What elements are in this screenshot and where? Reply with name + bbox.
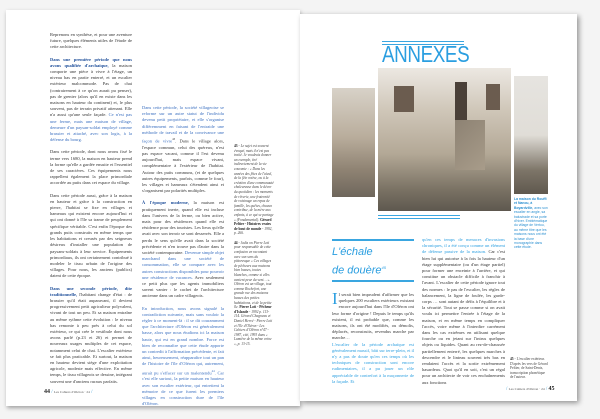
article-column-2 <box>422 237 505 386</box>
highlight-text: Ce n'est pas une ferme, mais une maison de village, demeure d'un paysan-soldat employé comme brassier et attaché, avec son logis, à la défense du bourg. <box>50 112 133 143</box>
photo-right[interactable] <box>514 76 548 194</box>
paragraph-lead: Dans une première période que nous avons qualifiée d'archaïque, <box>50 56 132 68</box>
section-title: ANNEXES <box>382 41 470 67</box>
paragraph-lead: À l'époque moderne, <box>142 200 189 206</box>
note-number: 43 <box>234 144 238 148</box>
highlight-text: L'escalier de la période archaïque est généralement massif, bâti sur terre-plein, et il n'y a pas de doute qu'en ces temps où les techniques de construction sont encore rudimentaires, il a pu jouer un rôle appréciable de contrefort à la maçonnerie de la façade. Et <box>332 341 414 384</box>
note-text: - 1992, p. 266. <box>234 226 273 236</box>
drop-cap: I <box>332 289 338 308</box>
page-number: 45 <box>548 386 555 392</box>
photo-rule <box>378 218 460 219</box>
highlight-text: qu'en ces temps de menaces d'invasions chroniques, il a été conçu comme un élément de défense passive de la maison. <box>422 237 505 255</box>
heading-rule <box>332 239 414 241</box>
page-number: 44 <box>44 389 50 395</box>
paragraph: . Dans le village alors, l'espace commun, celui des quéreux, n'est pas espace vacant, comme il l'est devenu aujourd'hui, mais espace vivant, complémentaire à l'extérieur de l'habitat. Autour des puits communs, (et de quelques autres équipements, parfois, comme le four), les villages et hameaux s'étendent ainsi et s'organisent par polarités multiples. <box>142 138 224 194</box>
note-text: - L'escalier extérieur. D'après les vers de Gérard Peltier, de Saint-Denis, transcription phonétique de l'auteur. <box>510 357 548 380</box>
page-footer: 44 / Les Cahiers d'Oléron · 24 / <box>44 389 93 395</box>
caption-bold: La maison du Rouffi et Nanou, à Boyardville, <box>514 197 547 210</box>
running-title: Les Cahiers d'Oléron · 24 <box>508 387 545 391</box>
note-text: - 1992 p. 113-114. Gérard Chagneau et Daniel Hervé - Pierre Loti et l'île d'Oléron - Les Cahiers d'Oléron n°47 - 1987, cité, 1993 dans « Lumière de la même veine », p. 13-15. <box>234 309 273 346</box>
note-text: - Jadis on Pierre Loti pour responsable de cette confusion en racontant avec son sens du pittoresque « Ces villages de pêcheurs aux maisons bien basses, toutes blanches, comme si elles avaient peur du vent… ». Oléron est un village, tout comme Rochefort, une grande rue des maisons basses des petites habitations, et de la petite île. <box>234 240 272 310</box>
footnote <box>510 357 548 380</box>
photo-caption <box>514 197 548 250</box>
heading-rule <box>332 280 414 282</box>
footnote-ref[interactable]: 45 <box>381 265 386 270</box>
caption-text: avec son escalier en angle, sa balustrade et sa porte d'hiver. Emblématique du village de Vertou, au même titre que les maisons nous ont été la base d'une monographie dans cette étude. <box>514 205 548 250</box>
paragraph: Reprenons en synthèse, et pour une aventure future, quelques éléments utiles de l'étude de cette architecture. <box>50 32 132 50</box>
left-page <box>6 10 300 406</box>
paragraph: l'habitant change d'état : de brassier qu'il était auparavant, il devient progressivement petit agriculteur polyvalent, vivant de tout un peu. Et sa maison entraîne au même rythme cette évolution : le niveau bas remonte à peu près à celui du sol extérieur, ce qui crée le vestibule dont nous avons parlé (p.23 et 26) et permet de nouveaux usages multiples de cet espace, notamment celui de chai. L'escalier extérieur se fait plus praticable. Et surtout, la maison en hauteur devient siège d'une exploitation agricole, modeste mais effective. En même temps, le tissu villageois se dessine, intégrant souvent une d'anciens ruraux parfaits. <box>50 291 132 384</box>
door <box>455 82 467 122</box>
shutter <box>394 86 414 112</box>
photo-rule <box>378 215 460 216</box>
article-column-1 <box>332 289 414 385</box>
running-title: Les Cahiers d'Oléron · 24 <box>53 390 90 394</box>
photo-main-house[interactable] <box>378 68 511 211</box>
note-number: 45 <box>510 357 514 361</box>
note-number: 44 <box>234 240 238 245</box>
paragraph: Dans cette période, dont nous avons fixé le terme vers 1680, la maison en hauteur prend la forme qu'elle a gardée ensuite et l'essentiel de ses caractères. Ces équipements nous rappellent également la place primordiale accordée au puits dans cet espace du village. <box>50 149 132 186</box>
paragraph: Car c'est bien lui qui autorise à la fois la hauteur d'un étage supplémentaire (ou d'un étage partiel) pour former une enceinte à l'arrière, et qui constitue un obstacle difficile à franchir à l'avant. L'escalier de cette période ignore tout des normes : le pas de l'escalier, les règles de balancement, la ligne de foulée, les garde-corps … sont autant de défis à l'équilibre et à la sécurité. Tout se passe comme si on avait voulu ici permettre l'entrée à l'étage de la maison, et en même temps en compliquer l'accès, voire même à l'interdire carrément dans les cas extrêmes en utilisant quelque fourche ou en jetant sur l'intrus quelques objets ou liquides. Quant au rez-de-chaussée partiellement enterré, les quelques marches à descendre et le linteau souvent très bas en rendaient l'accès et la sortie extrêmement hasardeux. Quoi qu'il en soit, c'est un régal pour un architecte de voir ces enchaînements aux fonctions <box>422 249 506 385</box>
shutter <box>486 84 500 110</box>
paragraph: la maison comporte une pièce à vivre à l'étage, un niveau bas en partie enterré, et un escalier extérieur malcommode. Pas de chai (contrairement à ce qu'on aurait pu penser), pas de grenier (alors qu'il en existe dans les maisons en hauteur du continent) et, le plus souvent, pas de terrain privatif attenant. Elle n'a aussi qu'une seule façade. <box>50 62 132 118</box>
staircase <box>455 120 485 170</box>
left-column-1 <box>50 32 132 391</box>
sidenotes <box>234 144 274 347</box>
paragraph: Dans cette période aussi, grâce à la maison en hauteur et grâce à la construction en pierre, l'habitat se fixe en villages et hameaux qui existent encore aujourd'hui et qui ont donné à l'île sa trame de peuplement spécifique véritable. C'est enfin l'époque des grands puits construits en même temps que les habitations et creusés par des seigneurs désireux d'installer une population de paysans-soldats à leur service. Équipements primordiaux, ils ont certainement contribué à modeler le tissu urbain de l'origine des villages. Pour nous, les anciens (publics) datent de cette époque. <box>50 192 132 279</box>
page-footer: / Les Cahiers d'Oléron · 24 / 45 <box>506 386 555 392</box>
note-text: - Le sujet est souvent évoqué, mais il n'est pas traité. Je voudrais donner un exemple, tiré indirectement de la vie courante : « Dans les années des fêtes de l'aïeul, de la fête votive, ou à la création d'une communauté chaleureuse dans le décor du quotidien : les moments de rêverie, une fraternité de voisinage un repas de famille, les quêtes, chacun contribue, de la mère aux enfants, à ce qui se partage » (Fondamental). <box>234 144 274 222</box>
note-source: Gérard Peltier - Histoires vraies de bout de monde <box>234 217 272 231</box>
highlight-text: Dans cette période, la société villageoise se reforme sur un autre statut de l'individu devenu petit propriétaire, et elle s'organise différemment en faisant de l'entraide une méthode de travail et de la convivance une façon de vivre <box>142 105 224 144</box>
highlight-text: En introduction, nous avons signalé la contradiction suivante, mais sans vouloir la régler à ce moment-là : il se dit couramment que l'architecture d'Oléron est généralement basse, alors que nous étudions ici la maison haute, qui est en grand nombre. Force est bien de reconnaître que cette étude apporte un contredit à l'affirmation précédente, et fait ainsi, heureusement, réapparaître tout un pan de l'histoire de l'île d'Oléron qui, autrement, aurait pu s'effacer sur un malentendu <box>142 305 224 376</box>
note-source: Pierre Loti - Pêcheur d'Islande <box>234 305 272 314</box>
article-title <box>332 244 414 279</box>
title-line: L'échale <box>332 246 373 258</box>
left-column-2 <box>142 105 224 413</box>
paragraph: la maison est pratiquement inerte, quand elle est incluse dans l'univers de la ferme, ou bien active, mais pour des résidences quand elle est résidence pour des touristes. Les lieux qu'elle avait avec son terroir se sont desserrés. Elle a perdu le sens qu'elle avait dans la société précédente et n'en trouve pas d'autre dans la société contemporaine. <box>142 200 224 255</box>
paragraph: Avec seulement ce petit plus que les agents immobiliers savent vanter : le cachet de l'architecture ancienne dans un cadre villageois. <box>142 274 224 299</box>
paragraph-lead: Dans une seconde période, dite traditionnelle, <box>50 285 132 297</box>
paragraph: l serait bien imprudent d'affirmer que les quelques 200 escaliers extérieurs existant encore aujourd'hui dans l'île d'Oléron ont leur forme d'origine ! Depuis le temps qu'ils existent, il est probable que, comme les maisons, ils ont été modifiés, ou démolis, déplacés, reconstruits, revendus marche par marche… <box>332 292 414 341</box>
right-page <box>300 14 577 401</box>
footnote-ref[interactable]: 44 <box>211 368 215 373</box>
highlight-text: Devenue simple objet marchand dans une société de consommation, elle se compare avec les autres constructions disponibles pour pouvoir une résidence de vacances. <box>142 249 225 280</box>
title-line: de douère <box>332 264 382 277</box>
footnote-ref[interactable]: 43 <box>172 137 176 142</box>
paragraph: . Car c'est elle surtout, la petite maison en hauteur avec son escalier extérieur, qui entretient la mémoire de ce que furent les premiers villages en construction dure de l'île d'Oléron. <box>142 370 225 407</box>
photo-left[interactable] <box>332 88 375 197</box>
